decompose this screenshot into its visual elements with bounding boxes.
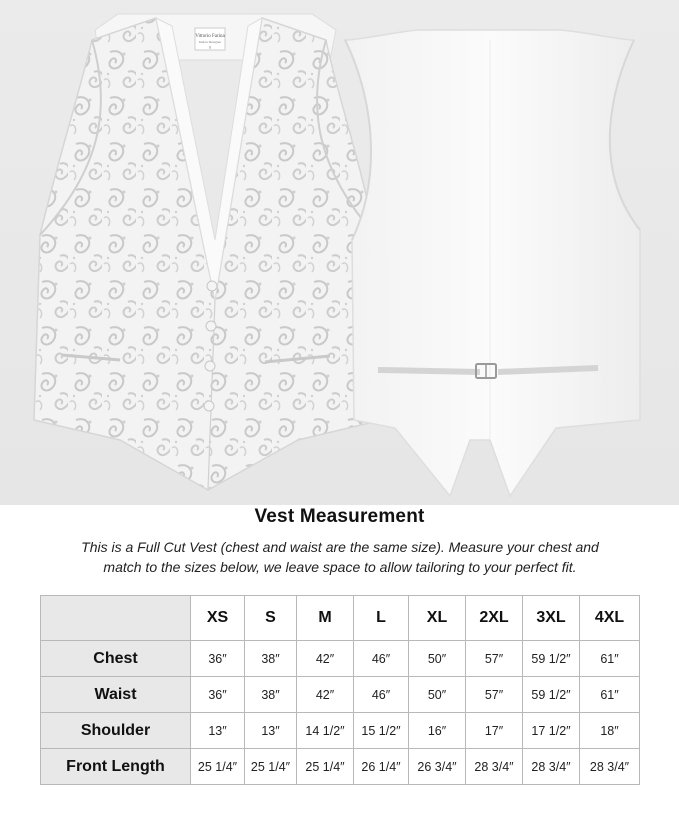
size-tag: S: [208, 45, 212, 50]
section-description: [40, 537, 640, 577]
table-cell: 14 1/2″: [297, 713, 354, 749]
table-cell: 61″: [580, 641, 640, 677]
size-header-xl: XL: [409, 596, 466, 641]
description-line-2: match to the sizes below, we leave space to allow tailoring to your perfect fit.: [103, 559, 577, 575]
table-cell: 38″: [245, 677, 297, 713]
brand-label: Vittorio Farina: [195, 34, 225, 39]
table-cell: 57″: [466, 641, 523, 677]
table-row-waist: [41, 677, 640, 713]
size-header-4xl: 4XL: [580, 596, 640, 641]
size-header-row: [41, 596, 640, 641]
table-cell: 17 1/2″: [523, 713, 580, 749]
table-cell: 28 3/4″: [466, 749, 523, 785]
size-header-3xl: 3XL: [523, 596, 580, 641]
table-cell: 15 1/2″: [354, 713, 409, 749]
table-cell: 38″: [245, 641, 297, 677]
table-cell: 17″: [466, 713, 523, 749]
size-chart-table: [40, 595, 640, 785]
row-label-waist: Waist: [41, 677, 191, 713]
table-cell: 46″: [354, 677, 409, 713]
table-row-chest: [41, 641, 640, 677]
table-cell: 13″: [191, 713, 245, 749]
back-vest: [345, 30, 640, 496]
table-cell: 28 3/4″: [580, 749, 640, 785]
table-cell: 59 1/2″: [523, 641, 580, 677]
table-cell: 61″: [580, 677, 640, 713]
table-cell: 25 1/4″: [297, 749, 354, 785]
table-cell: 50″: [409, 677, 466, 713]
table-cell: 36″: [191, 677, 245, 713]
section-title: Vest Measurement: [254, 506, 425, 527]
size-header-l: L: [354, 596, 409, 641]
table-cell: 13″: [245, 713, 297, 749]
table-corner-cell: [41, 596, 191, 641]
brand-sublabel: Italian Designer: [198, 40, 222, 44]
table-row-shoulder: [41, 713, 640, 749]
table-cell: 18″: [580, 713, 640, 749]
row-label-shoulder: Shoulder: [41, 713, 191, 749]
size-header-s: S: [245, 596, 297, 641]
row-label-chest: Chest: [41, 641, 191, 677]
table-cell: 26 1/4″: [354, 749, 409, 785]
row-label-front-length: Front Length: [41, 749, 191, 785]
table-cell: 36″: [191, 641, 245, 677]
size-header-m: M: [297, 596, 354, 641]
table-cell: 59 1/2″: [523, 677, 580, 713]
table-cell: 25 1/4″: [191, 749, 245, 785]
table-cell: 26 3/4″: [409, 749, 466, 785]
table-cell: 25 1/4″: [245, 749, 297, 785]
size-header-2xl: 2XL: [466, 596, 523, 641]
front-vest: [34, 14, 382, 490]
table-cell: 57″: [466, 677, 523, 713]
table-cell: 16″: [409, 713, 466, 749]
size-header-xs: XS: [191, 596, 245, 641]
table-cell: 28 3/4″: [523, 749, 580, 785]
table-cell: 46″: [354, 641, 409, 677]
table-cell: 50″: [409, 641, 466, 677]
table-row-front-length: [41, 749, 640, 785]
table-cell: 42″: [297, 641, 354, 677]
table-cell: 42″: [297, 677, 354, 713]
description-line-1: This is a Full Cut Vest (chest and waist are the same size). Measure your chest and: [81, 539, 599, 555]
